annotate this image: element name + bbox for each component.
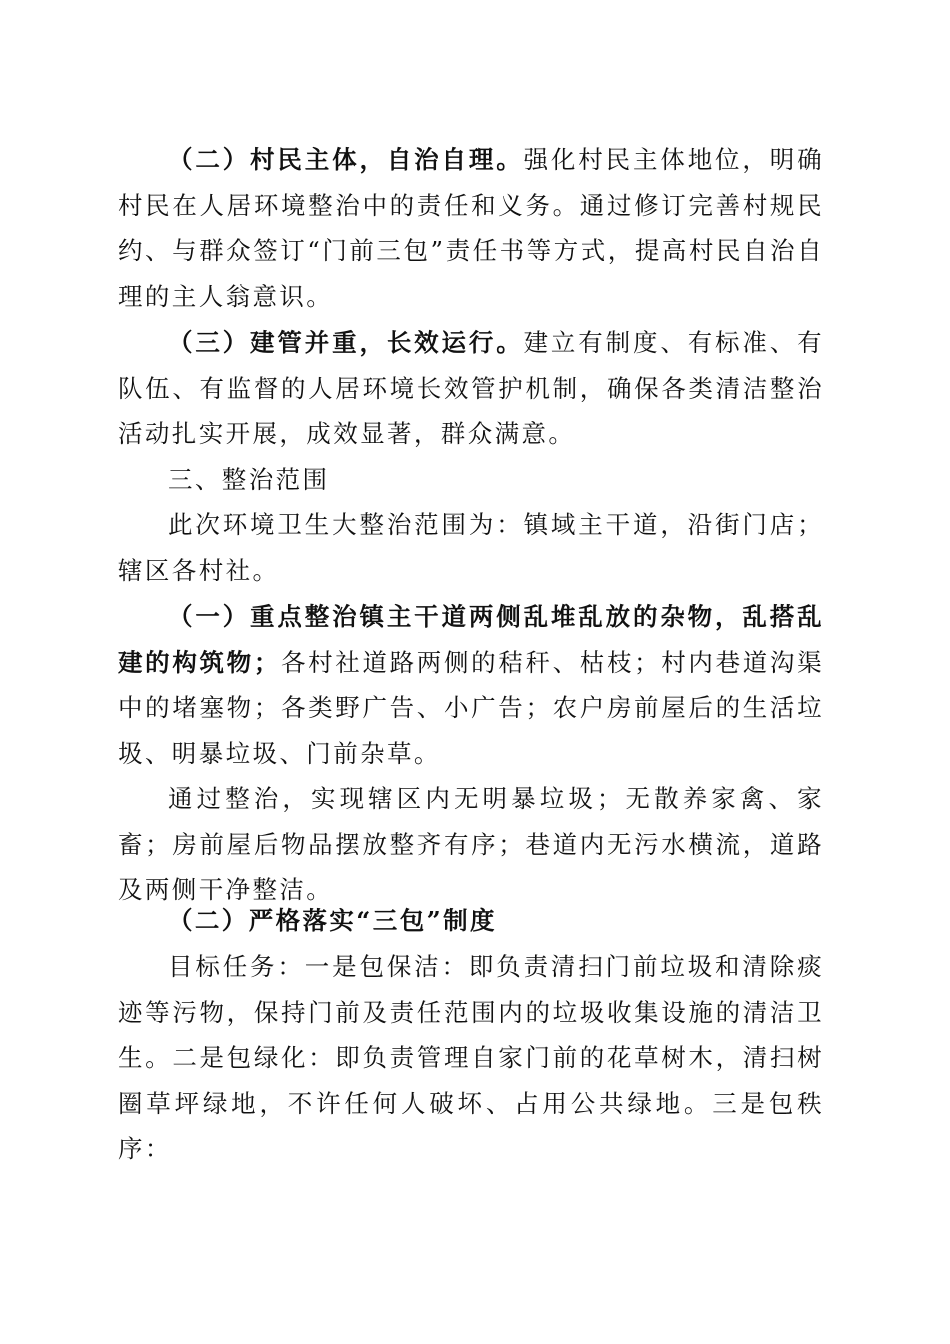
paragraph-villager-autonomy xyxy=(118,137,824,319)
paragraph-heading: （二）村民主体，自治自理。 xyxy=(168,145,524,174)
paragraph-body: 各村社道路两侧的秸秆、枯枝；村内巷道沟渠中的堵塞物；各类野广告、小广告；农户房前屋后的生活垃圾、明暴垃圾、门前杂草。 xyxy=(118,647,824,768)
subheading-three-guarantees: （二）严格落实“三包”制度 xyxy=(168,906,497,935)
paragraph-build-and-manage xyxy=(118,320,824,457)
paragraph-heading: （三）建管并重，长效运行。 xyxy=(168,328,524,357)
paragraph-goals: 通过整治，实现辖区内无明暴垃圾；无散养家禽、家畜；房前屋后物品摆放整齐有序；巷道内无污水横流，道路及两侧干净整洁。 xyxy=(118,784,824,904)
paragraph-key-rectification xyxy=(118,594,824,776)
paragraph-body: 强化村民主体地位，明确村民在人居环境整治中的责任和义务。通过修订完善村规民约、与群众签订“门前三包”责任书等方式，提高村民自治自理的主人翁意识。 xyxy=(118,145,824,311)
paragraph-scope-intro: 此次环境卫生大整治范围为：镇域主干道，沿街门店；辖区各村社。 xyxy=(118,510,824,585)
section-heading-scope: 三、整治范围 xyxy=(168,465,330,494)
paragraph-target-tasks: 目标任务：一是包保洁：即负责清扫门前垃圾和清除痰迹等污物，保持门前及责任范围内的垃圾收集设施的清洁卫生。二是包绿化：即负责管理自家门前的花草树木，清扫树圈草坪绿地，不许任何人破坏、占用公共绿地。三是包秩序： xyxy=(118,952,824,1163)
paragraph-heading: （一）重点整治镇主干道两侧乱堆乱放的杂物，乱搭乱建的构筑物； xyxy=(118,602,824,677)
paragraph-body: 建立有制度、有标准、有队伍、有监督的人居环境长效管护机制，确保各类清洁整治活动扎实开展，成效显著，群众满意。 xyxy=(118,328,824,448)
